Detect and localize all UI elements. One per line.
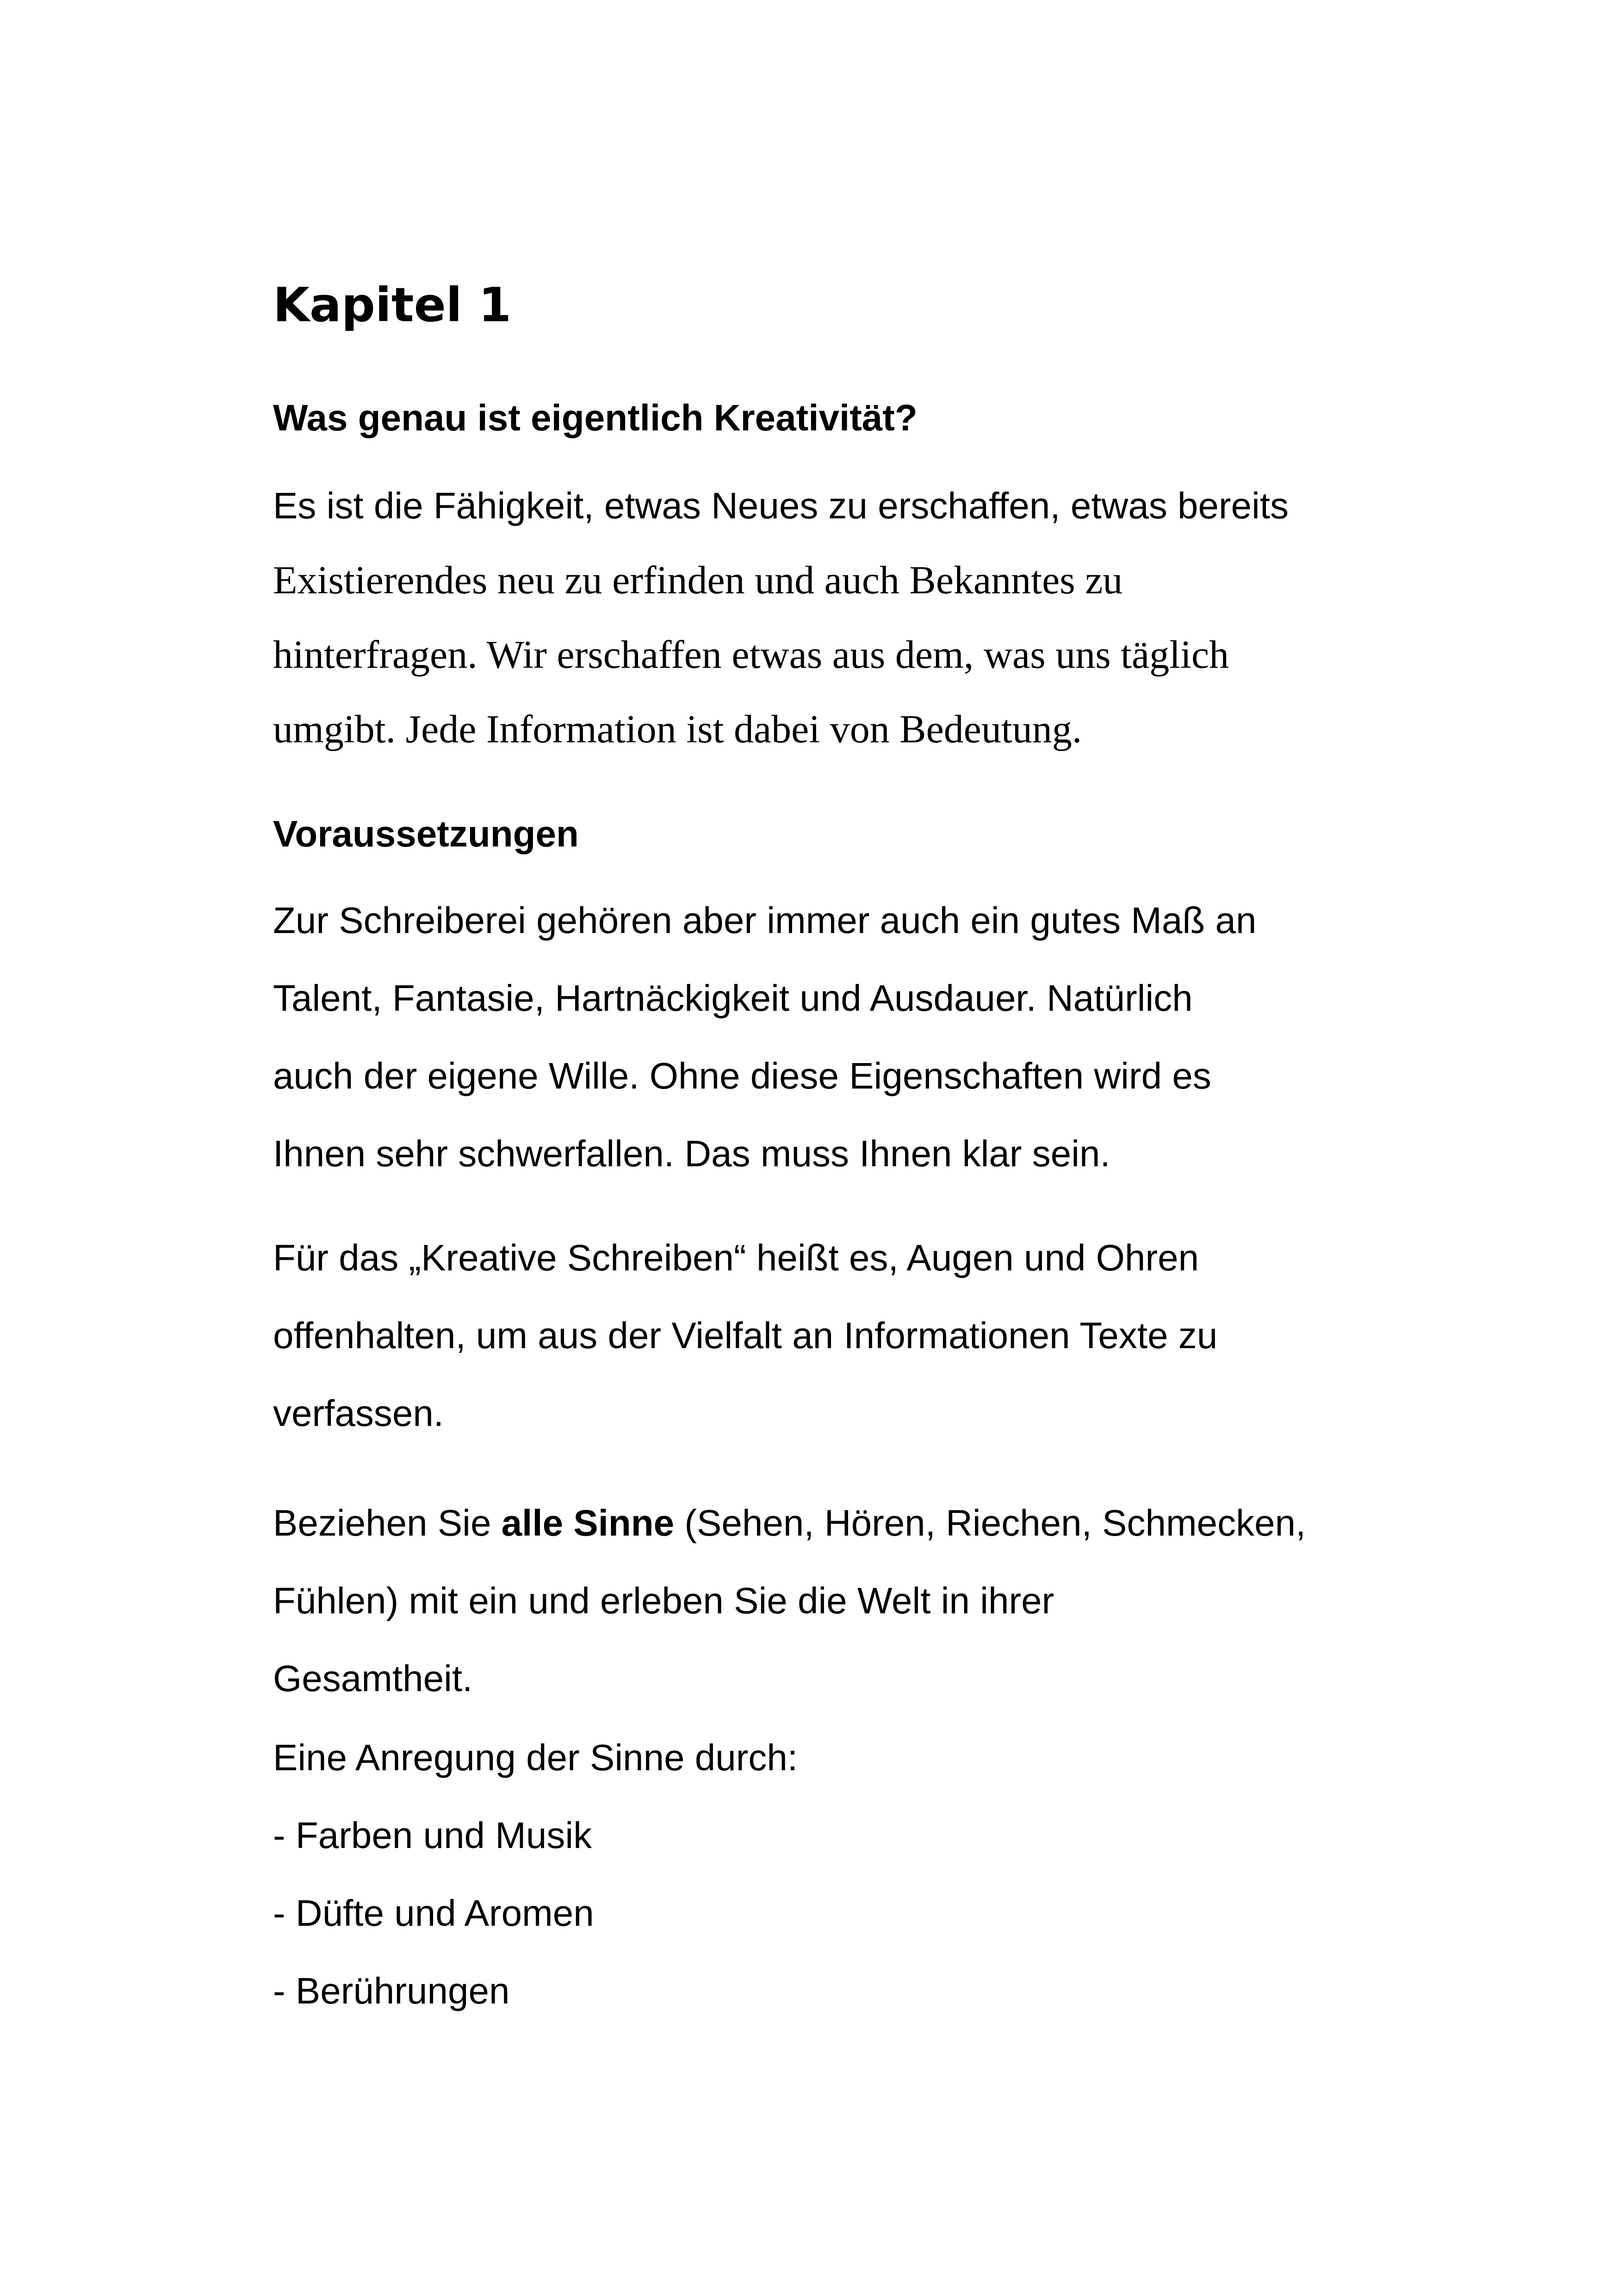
paragraph-line: hinterfragen. Wir erschaffen etwas aus dem, was uns täglich bbox=[273, 632, 1229, 677]
paragraph-line: Für das „Kreative Schreiben“ heißt es, Augen und Ohren bbox=[273, 1237, 1199, 1278]
chapter-title: Kapitel 1 bbox=[273, 278, 512, 333]
list-intro: Eine Anregung der Sinne durch: bbox=[273, 1737, 798, 1778]
paragraph-line: verfassen. bbox=[273, 1393, 444, 1434]
list-item: - Berührungen bbox=[273, 1970, 510, 2011]
paragraph-line: Ihnen sehr schwerfallen. Das muss Ihnen klar sein. bbox=[273, 1133, 1110, 1174]
paragraph-line: Es ist die Fähigkeit, etwas Neues zu erschaffen, etwas bereits bbox=[273, 485, 1289, 526]
paragraph-line: umgibt. Jede Information ist dabei von Bedeutung. bbox=[273, 707, 1082, 751]
paragraph-line: Talent, Fantasie, Hartnäckigkeit und Ausdauer. Natürlich bbox=[273, 977, 1193, 1019]
senses-line-prefix: Beziehen Sie bbox=[273, 1502, 502, 1543]
paragraph-line: auch der eigene Wille. Ohne diese Eigenschaften wird es bbox=[273, 1055, 1211, 1096]
creative-writing-paragraph bbox=[273, 1219, 1217, 1452]
creativity-definition-paragraph bbox=[273, 468, 1289, 766]
paragraph-line: Existierendes neu zu erfinden und auch Bekanntes zu bbox=[273, 558, 1123, 602]
senses-list bbox=[273, 1719, 798, 2030]
requirements-paragraph bbox=[273, 882, 1257, 1193]
senses-paragraph bbox=[273, 1484, 1306, 1717]
paragraph-line: Zur Schreiberei gehören aber immer auch ein gutes Maß an bbox=[273, 900, 1257, 941]
paragraph-line: Fühlen) mit ein und erleben Sie die Welt in ihrer bbox=[273, 1580, 1054, 1621]
senses-line-suffix: (Sehen, Hören, Riechen, Schmecken, bbox=[674, 1502, 1306, 1543]
paragraph-line: Gesamtheit. bbox=[273, 1658, 473, 1699]
list-item: - Farben und Musik bbox=[273, 1815, 592, 1856]
section-heading-creativity: Was genau ist eigentlich Kreativität? bbox=[273, 397, 917, 438]
list-item: - Düfte und Aromen bbox=[273, 1892, 594, 1934]
paragraph-line bbox=[273, 1484, 1306, 1562]
section-heading-requirements: Voraussetzungen bbox=[273, 813, 579, 854]
paragraph-line: offenhalten, um aus der Vielfalt an Informationen Texte zu bbox=[273, 1315, 1218, 1356]
senses-emphasis: alle Sinne bbox=[501, 1502, 675, 1543]
